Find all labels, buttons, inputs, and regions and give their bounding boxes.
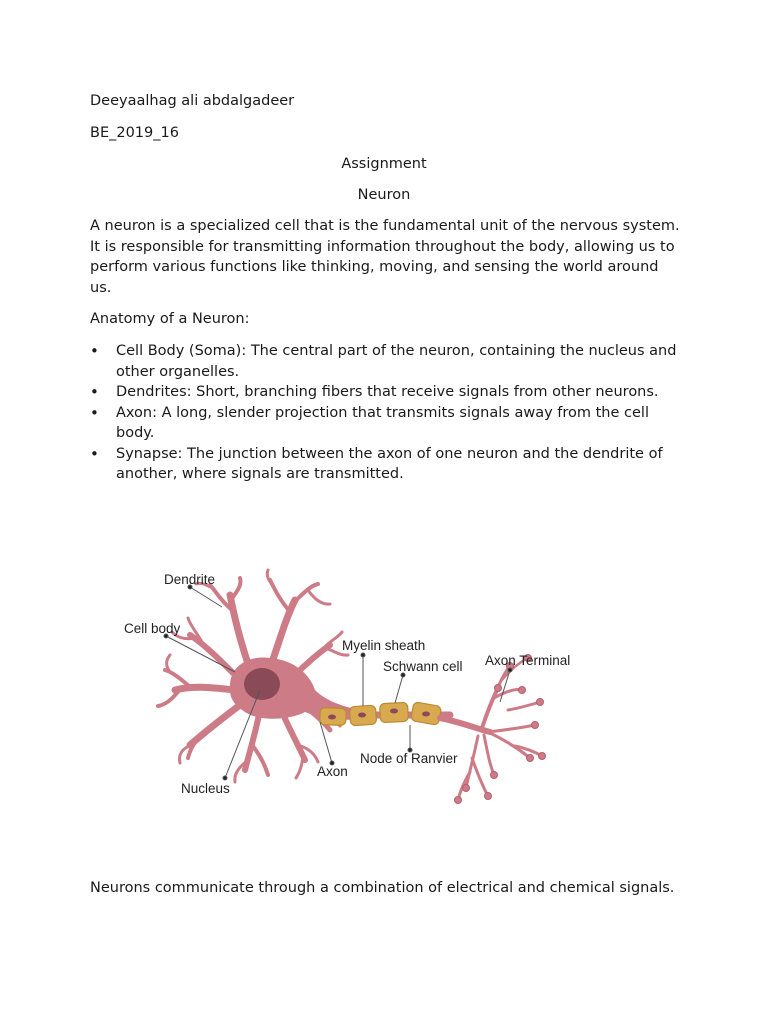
label-axon-terminal: Axon Terminal xyxy=(485,653,571,668)
intro-paragraph: A neuron is a specialized cell that is the fundamental unit of the nervous system. It is responsible for transmitting information throughout the body, allowing us to perform various functions like thinking, moving, and sensing the world around us. xyxy=(90,218,680,296)
label-nucleus: Nucleus xyxy=(181,781,230,796)
document-subtitle: Neuron xyxy=(357,187,411,203)
label-axon: Axon xyxy=(317,764,348,779)
anatomy-heading: Anatomy of a Neuron: xyxy=(90,311,250,327)
label-cell-body: Cell body xyxy=(124,621,181,636)
list-item: • Dendrites: Short, branching fibers that receive signals from other neurons. xyxy=(90,382,690,403)
nucleus-shape xyxy=(244,668,280,700)
list-item: • Axon: A long, slender projection that transmits signals away from the cell body. xyxy=(90,403,690,444)
document-title: Assignment xyxy=(341,156,427,172)
neuron-diagram xyxy=(110,560,590,820)
author-name: Deeyaalhag ali abdalgadeer xyxy=(90,93,295,109)
anatomy-list xyxy=(90,341,690,485)
list-item: • Cell Body (Soma): The central part of the neuron, containing the nucleus and other organelles. xyxy=(90,341,690,382)
list-item: • Synapse: The junction between the axon of one neuron and the dendrite of another, where signals are transmitted. xyxy=(90,444,690,485)
label-node-of-ranvier: Node of Ranvier xyxy=(360,751,458,766)
student-id: BE_2019_16 xyxy=(90,125,179,141)
axon-terminal-branches xyxy=(440,658,542,800)
leader-lines xyxy=(164,585,512,780)
closing-paragraph: Neurons communicate through a combination of electrical and chemical signals. xyxy=(90,880,675,896)
label-schwann-cell: Schwann cell xyxy=(383,659,463,674)
label-dendrite: Dendrite xyxy=(164,572,216,587)
neuron-illustration xyxy=(110,560,590,820)
label-myelin-sheath: Myelin sheath xyxy=(342,638,426,653)
